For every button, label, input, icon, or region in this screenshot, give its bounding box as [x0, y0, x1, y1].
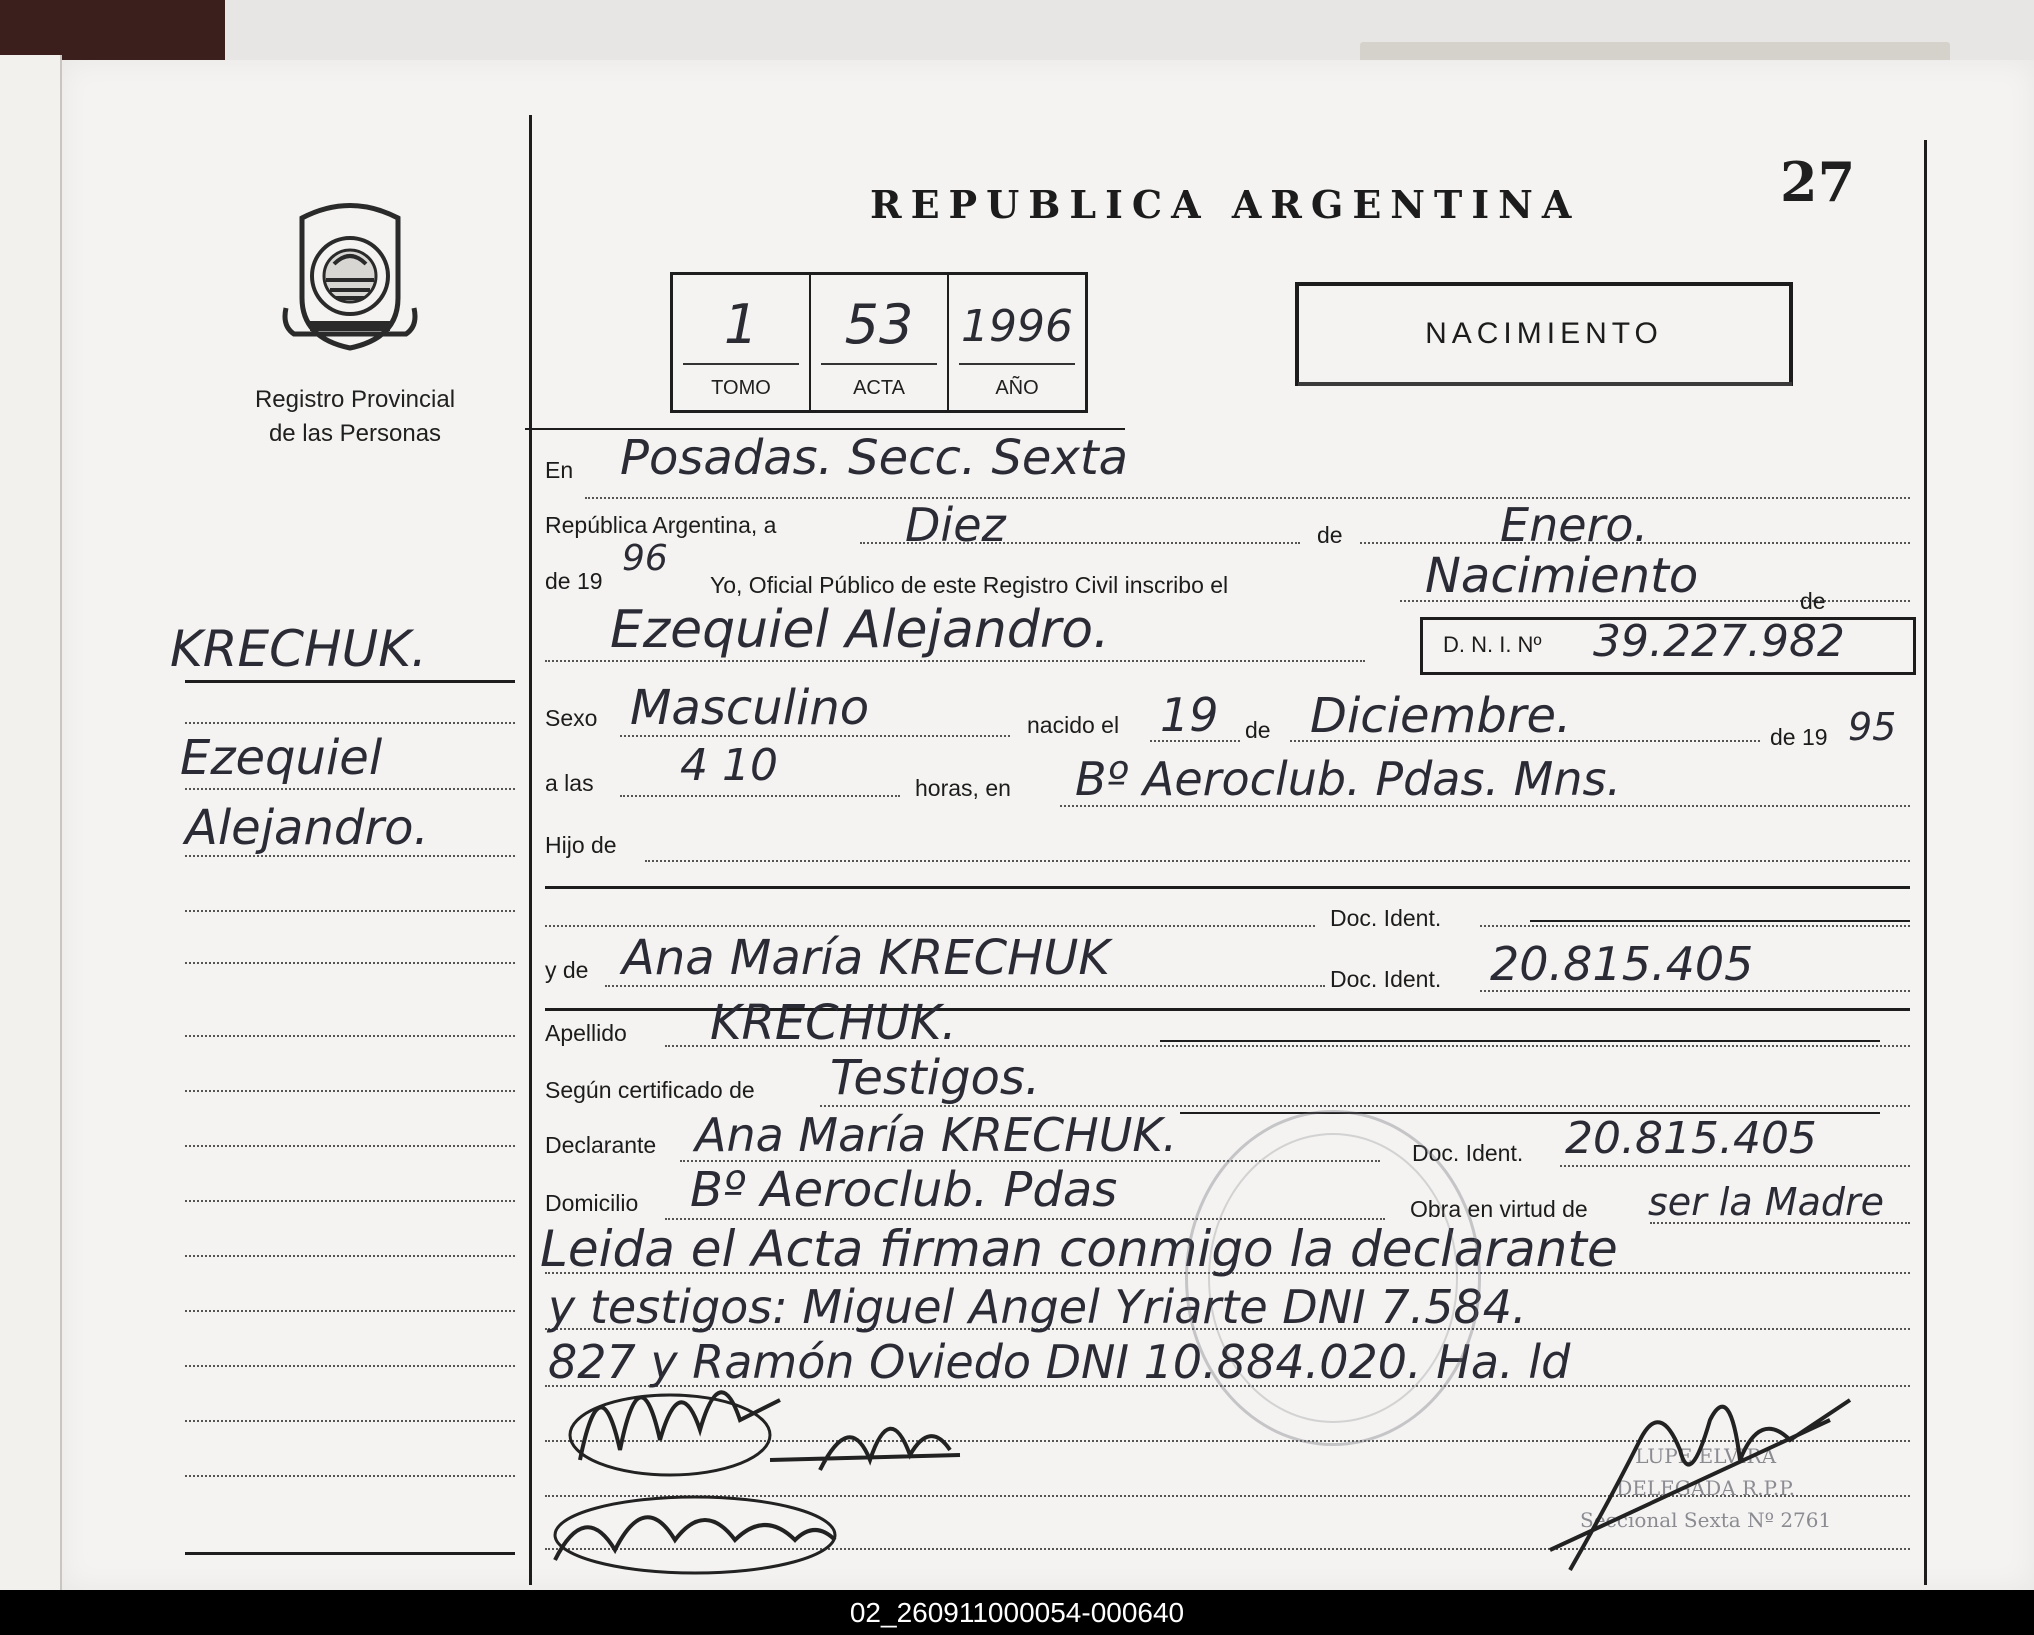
madre-value: Ana María KRECHUK — [622, 930, 1110, 986]
margin-given-name-1: Ezequiel — [180, 730, 383, 786]
acta-label: ACTA — [853, 377, 905, 399]
header-title: REPUBLICA ARGENTINA — [870, 182, 1581, 227]
month-de-label: de — [1317, 522, 1343, 548]
margin-dotted-line — [185, 1475, 515, 1477]
tomo-label: TOMO — [711, 377, 771, 399]
margin-dotted-line — [185, 1035, 515, 1037]
declarante-doc-line — [1560, 1165, 1910, 1167]
margin-dotted-line — [185, 1090, 515, 1092]
father-doc-label: Doc. Ident. — [1330, 905, 1442, 931]
margin-given-name-2: Alejandro. — [185, 800, 429, 856]
month-value: Enero. — [1500, 498, 1649, 552]
margin-dotted-line — [185, 962, 515, 964]
scan-identifier-bar — [0, 1590, 2034, 1635]
official-seal-stamp — [1185, 1110, 1481, 1446]
inscribo-value: Nacimiento — [1425, 548, 1699, 604]
nacido-de-label: de — [1245, 717, 1271, 743]
hijo-rule — [545, 886, 1910, 889]
madre-doc-value: 20.815.405 — [1490, 937, 1754, 991]
sexo-label: Sexo — [545, 705, 598, 731]
en-value: Posadas. Secc. Sexta — [620, 430, 1129, 486]
margin-dotted-line — [185, 1310, 515, 1312]
ano-cell — [949, 275, 1085, 410]
en-line — [585, 497, 1910, 499]
day-value: Diez — [905, 498, 1006, 552]
declarante-doc-label: Doc. Ident. — [1412, 1140, 1524, 1166]
madre-doc-label: Doc. Ident. — [1330, 966, 1442, 992]
ano-label: AÑO — [995, 377, 1039, 399]
hijo-label: Hijo de — [545, 832, 617, 858]
year-prefix-label: de 19 — [545, 568, 603, 594]
segun-value: Testigos. — [830, 1050, 1041, 1106]
provincial-crest-icon — [282, 198, 418, 353]
lugar-value: Bº Aeroclub. Pdas. Mns. — [1075, 752, 1622, 806]
official-name-line-3: Seccional Sexta Nº 2761 — [1580, 1508, 1832, 1532]
book-spine-edge — [0, 55, 62, 1590]
father-doc-line — [1480, 925, 1910, 927]
declarante-doc-value: 20.815.405 — [1565, 1113, 1817, 1164]
ano-value: 1996 — [961, 301, 1073, 352]
year-value: 96 — [622, 538, 668, 579]
margin-dotted-line — [185, 1255, 515, 1257]
yde-label: y de — [545, 957, 589, 983]
page-number: 27 — [1780, 150, 1856, 214]
left-margin-rule — [529, 115, 532, 1585]
acta-reference-box — [670, 272, 1088, 413]
sexo-value: Masculino — [630, 680, 870, 736]
record-type: NACIMIENTO — [1425, 317, 1663, 350]
nacido-year-value: 95 — [1848, 705, 1897, 749]
official-name-line-2: DELEGADA R.P.P. — [1616, 1476, 1795, 1500]
en-top-stroke — [525, 428, 1125, 430]
margin-dotted-line — [185, 1200, 515, 1202]
acta-cell — [811, 275, 949, 410]
en-label: En — [545, 457, 574, 483]
acta-value: 53 — [844, 293, 914, 356]
nacido-label: nacido el — [1027, 712, 1120, 738]
official-signature — [1530, 1380, 1860, 1580]
margin-surname: KRECHUK. — [170, 620, 427, 678]
margin-rule — [185, 1552, 515, 1555]
dni-label: D. N. I. Nº — [1443, 632, 1542, 657]
name-line — [545, 660, 1365, 662]
margin-dotted-line — [185, 1145, 515, 1147]
obra-label: Obra en virtud de — [1410, 1196, 1588, 1222]
record-type-box — [1295, 282, 1793, 386]
margin-dotted-line — [185, 910, 515, 912]
father-line — [545, 925, 1315, 927]
registry-name — [225, 383, 485, 451]
right-margin-rule — [1924, 140, 1927, 1585]
declarante-value: Ana María KRECHUK. — [695, 1108, 1178, 1162]
book-cover-corner — [0, 0, 225, 60]
margin-dotted-line — [185, 788, 515, 790]
notes-line-2: y testigos: Miguel Angel Yriarte DNI 7.584. — [548, 1280, 1527, 1334]
official-name-line-1: LUPE ELVIRA — [1635, 1444, 1777, 1468]
apellido-rule — [1160, 1040, 1880, 1042]
declarante-signature — [545, 1480, 845, 1580]
dni-box — [1420, 617, 1916, 675]
horas-label: horas, en — [915, 775, 1011, 801]
margin-dotted-line — [185, 1420, 515, 1422]
margin-dotted-line — [185, 1365, 515, 1367]
witness-signature-2 — [760, 1400, 1000, 1480]
scan-identifier: 02_260911000054-000640 — [849, 1597, 1185, 1628]
tomo-value: 1 — [723, 293, 759, 356]
declarante-label: Declarante — [545, 1132, 657, 1158]
apellido-label: Apellido — [545, 1020, 627, 1046]
obra-value: ser la Madre — [1648, 1180, 1884, 1224]
hora-value: 4 10 — [680, 740, 778, 791]
segun-label: Según certificado de — [545, 1077, 755, 1103]
hijo-line — [645, 860, 1910, 862]
tomo-cell — [673, 275, 811, 410]
domicilio-label: Domicilio — [545, 1190, 639, 1216]
republica-label: República Argentina, a — [545, 512, 777, 538]
registry-name-line-2: de las Personas — [268, 420, 442, 447]
registry-name-line-1: Registro Provincial — [254, 386, 456, 413]
nacido-year-prefix: de 19 — [1770, 724, 1828, 750]
father-doc-rule — [1530, 920, 1910, 922]
nacido-month-value: Diciembre. — [1310, 688, 1572, 744]
record-type-box-shadow — [1298, 382, 1792, 386]
domicilio-value: Bº Aeroclub. Pdas — [690, 1162, 1118, 1218]
margin-rule — [185, 680, 515, 683]
alas-label: a las — [545, 770, 594, 796]
inscribo-de-label: de — [1800, 588, 1826, 614]
notes-line-1: Leida el Acta firman conmigo la declarante — [540, 1220, 1618, 1278]
apellido-value: KRECHUK. — [710, 995, 957, 1051]
child-name-value: Ezequiel Alejandro. — [610, 600, 1110, 660]
nacido-day-value: 19 — [1160, 688, 1219, 742]
notes-line-3: 827 y Ramón Oviedo DNI 10.884.020. Ha. ld — [548, 1335, 1571, 1389]
yo-text: Yo, Oficial Público de este Registro Civil inscribo el — [710, 572, 1229, 598]
hora-line — [620, 795, 900, 797]
margin-dotted-line — [185, 722, 515, 724]
dni-value: 39.227.982 — [1593, 616, 1845, 667]
